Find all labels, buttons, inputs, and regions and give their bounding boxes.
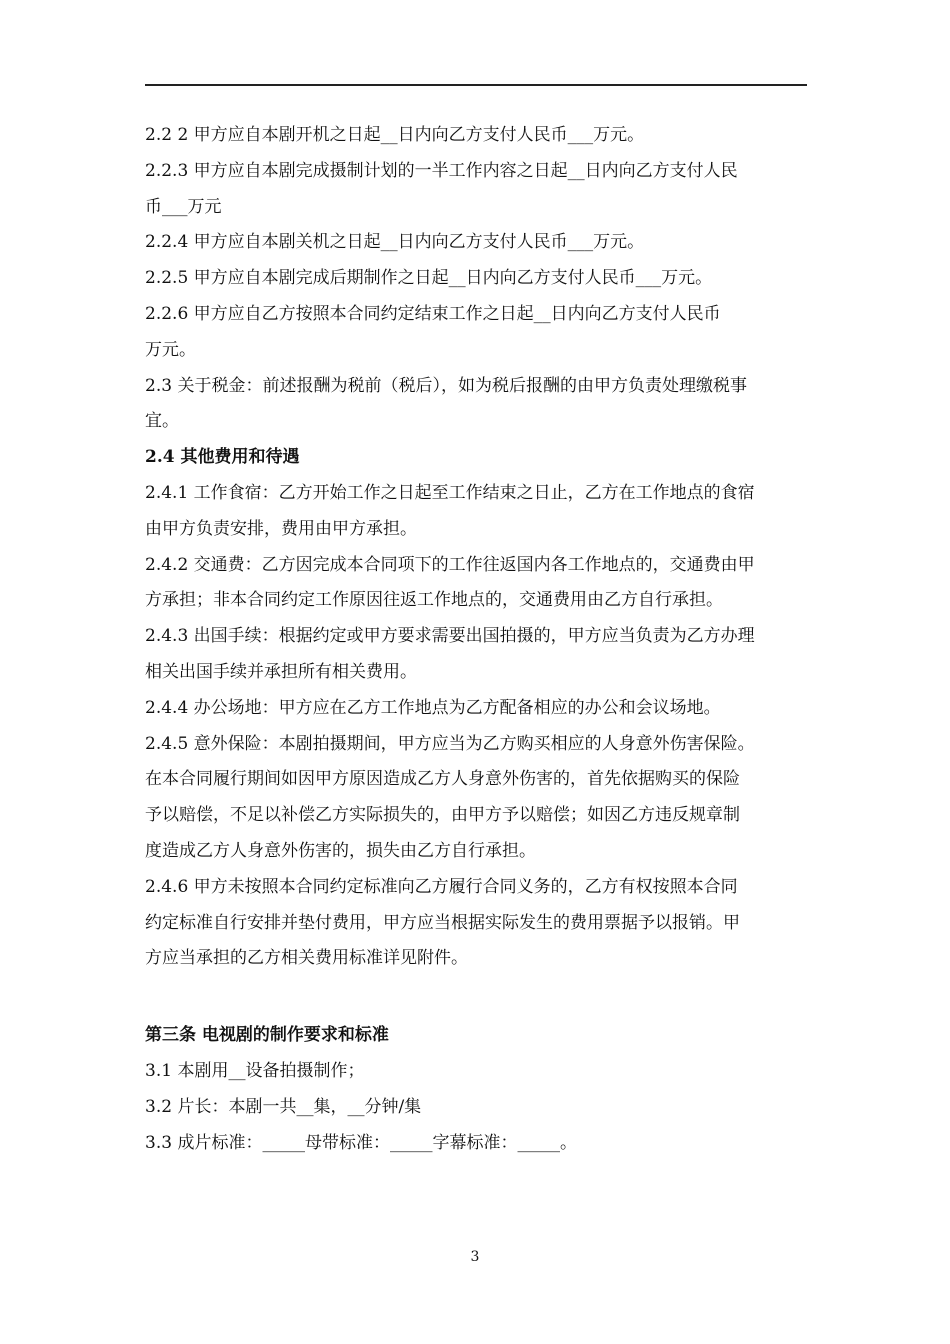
paragraph-line: 方承担；非本合同约定工作原因往返工作地点的，交通费用由乙方自行承担。 <box>145 590 723 611</box>
document-body <box>145 118 807 1161</box>
paragraph-line: 2.2.6 甲方应自乙方按照本合同约定结束工作之日起__日内向乙方支付人民币 <box>145 303 721 324</box>
paragraph-line: 币___万元 <box>145 196 222 217</box>
paragraph-line: 在本合同履行期间如因甲方原因造成乙方人身意外伤害的，首先依据购买的保险 <box>145 769 740 790</box>
paragraph-line: 2.2 2 甲方应自本剧开机之日起__日内向乙方支付人民币___万元。 <box>145 125 645 145</box>
paragraph-line: 方应当承担的乙方相关费用标准详见附件。 <box>145 948 468 969</box>
paragraph-line: 万元。 <box>145 339 196 360</box>
paragraph-line: 3.2 片长：本剧一共__集，__分钟/集 <box>145 1096 422 1117</box>
paragraph-line: 度造成乙方人身意外伤害的，损失由乙方自行承担。 <box>145 840 536 861</box>
paragraph-spacer <box>145 977 807 1018</box>
paragraph-line: 约定标准自行安排并垫付费用，甲方应当根据实际发生的费用票据予以报销。甲 <box>145 912 740 933</box>
paragraph-line: 3.3 成片标准：_____母带标准：_____字幕标准：_____。 <box>145 1132 577 1153</box>
header-rule <box>145 84 807 86</box>
page-number: 3 <box>470 1249 480 1265</box>
paragraph-line: 3.1 本剧用__设备拍摄制作； <box>145 1060 365 1081</box>
section-heading-2-4: 2.4 其他费用和待遇 <box>145 447 300 468</box>
paragraph-line: 宜。 <box>145 411 179 432</box>
paragraph-line: 予以赔偿，不足以补偿乙方实际损失的，由甲方予以赔偿；如因乙方违反规章制 <box>145 805 740 826</box>
paragraph-line: 2.4.6 甲方未按照本合同约定标准向乙方履行合同义务的，乙方有权按照本合同 <box>145 876 738 897</box>
paragraph-line: 相关出国手续并承担所有相关费用。 <box>145 661 417 682</box>
paragraph-line: 由甲方负责安排，费用由甲方承担。 <box>145 518 417 539</box>
paragraph-line: 2.4.2 交通费：乙方因完成本合同项下的工作往返国内各工作地点的，交通费由甲 <box>145 554 755 575</box>
paragraph-line: 2.4.3 出国手续：根据约定或甲方要求需要出国拍摄的，甲方应当负责为乙方办理 <box>145 626 755 647</box>
paragraph-line: 2.2.3 甲方应自本剧完成摄制计划的一半工作内容之日起__日内向乙方支付人民 <box>145 160 738 181</box>
paragraph-line: 2.4.4 办公场地：甲方应在乙方工作地点为乙方配备相应的办公和会议场地。 <box>145 697 721 718</box>
paragraph-line: 2.3 关于税金：前述报酬为税前（税后），如为税后报酬的由甲方负责处理缴税事 <box>145 375 747 396</box>
paragraph-line: 2.4.1 工作食宿：乙方开始工作之日起至工作结束之日止，乙方在工作地点的食宿 <box>145 482 755 503</box>
section-heading-3: 第三条 电视剧的制作要求和标准 <box>145 1025 389 1046</box>
paragraph-line: 2.4.5 意外保险：本剧拍摄期间，甲方应当为乙方购买相应的人身意外伤害保险。 <box>145 733 755 754</box>
paragraph-line: 2.2.5 甲方应自本剧完成后期制作之日起__日内向乙方支付人民币___万元。 <box>145 268 713 289</box>
paragraph-line: 2.2.4 甲方应自本剧关机之日起__日内向乙方支付人民币___万元。 <box>145 232 645 253</box>
